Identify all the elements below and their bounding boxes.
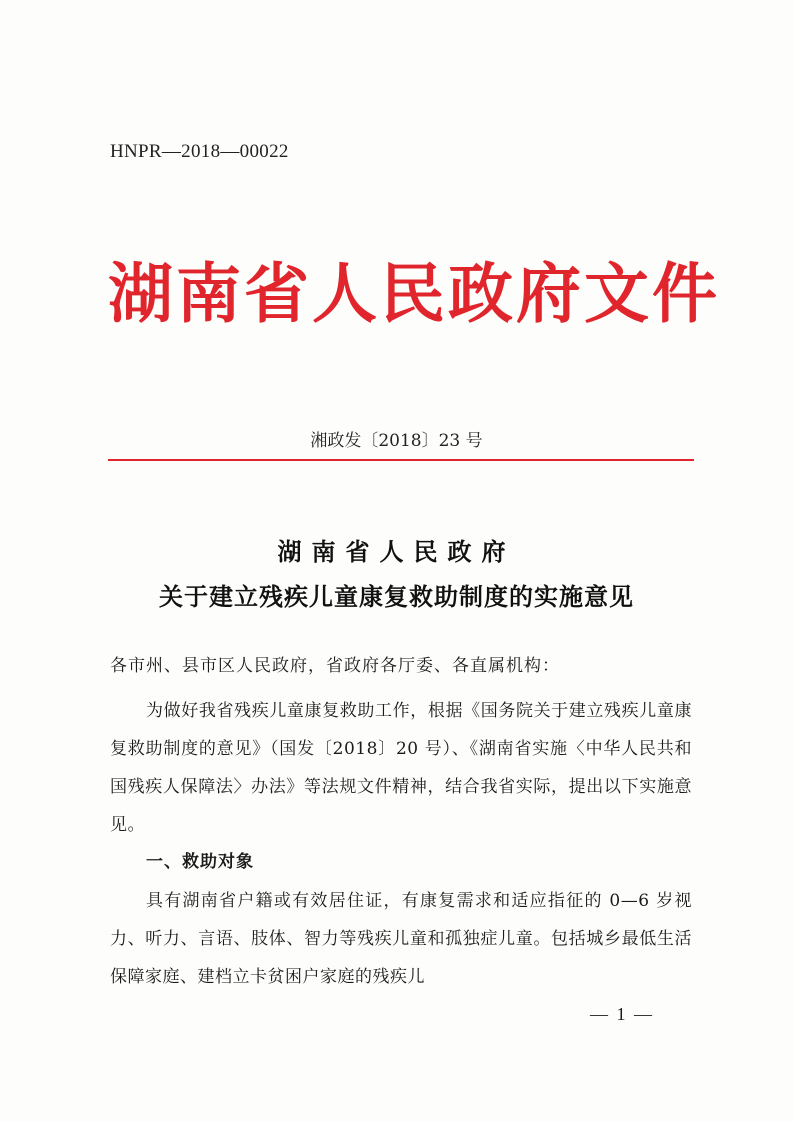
document-code: HNPR—2018—00022 <box>110 141 289 162</box>
addressee-line: 各市州、县市区人民政府，省政府各厅委、各直属机构： <box>110 656 560 676</box>
body-paragraph-section-1: 具有湖南省户籍或有效居住证，有康复需求和适应指征的 0—6 岁视力、听力、言语、肢体、智力等残疾儿童和孤独症儿童。包括城乡最低生活保障家庭、建档立卡贫困户家庭的残疾儿 <box>110 891 692 987</box>
masthead-title: 湖南省人民政府文件 <box>108 256 721 332</box>
section-heading-1: 一、救助对象 <box>146 852 254 872</box>
document-title: 关于建立残疾儿童康复救助制度的实施意见 <box>159 582 634 611</box>
issuer-heading: 湖南省人民政府 <box>277 537 516 566</box>
body-paragraph-intro: 为做好我省残疾儿童康复救助工作，根据《国务院关于建立残疾儿童康复救助制度的意见》（国发〔2018〕20 号）、《湖南省实施〈中华人民共和国残疾人保障法〉办法》等法规文件精神，结合我省实际，提出以下实施意见。 <box>110 701 692 835</box>
page-number: — 1 — <box>590 1004 654 1024</box>
red-divider-line <box>108 459 694 461</box>
document-number: 湘政发〔2018〕23 号 <box>310 431 483 451</box>
